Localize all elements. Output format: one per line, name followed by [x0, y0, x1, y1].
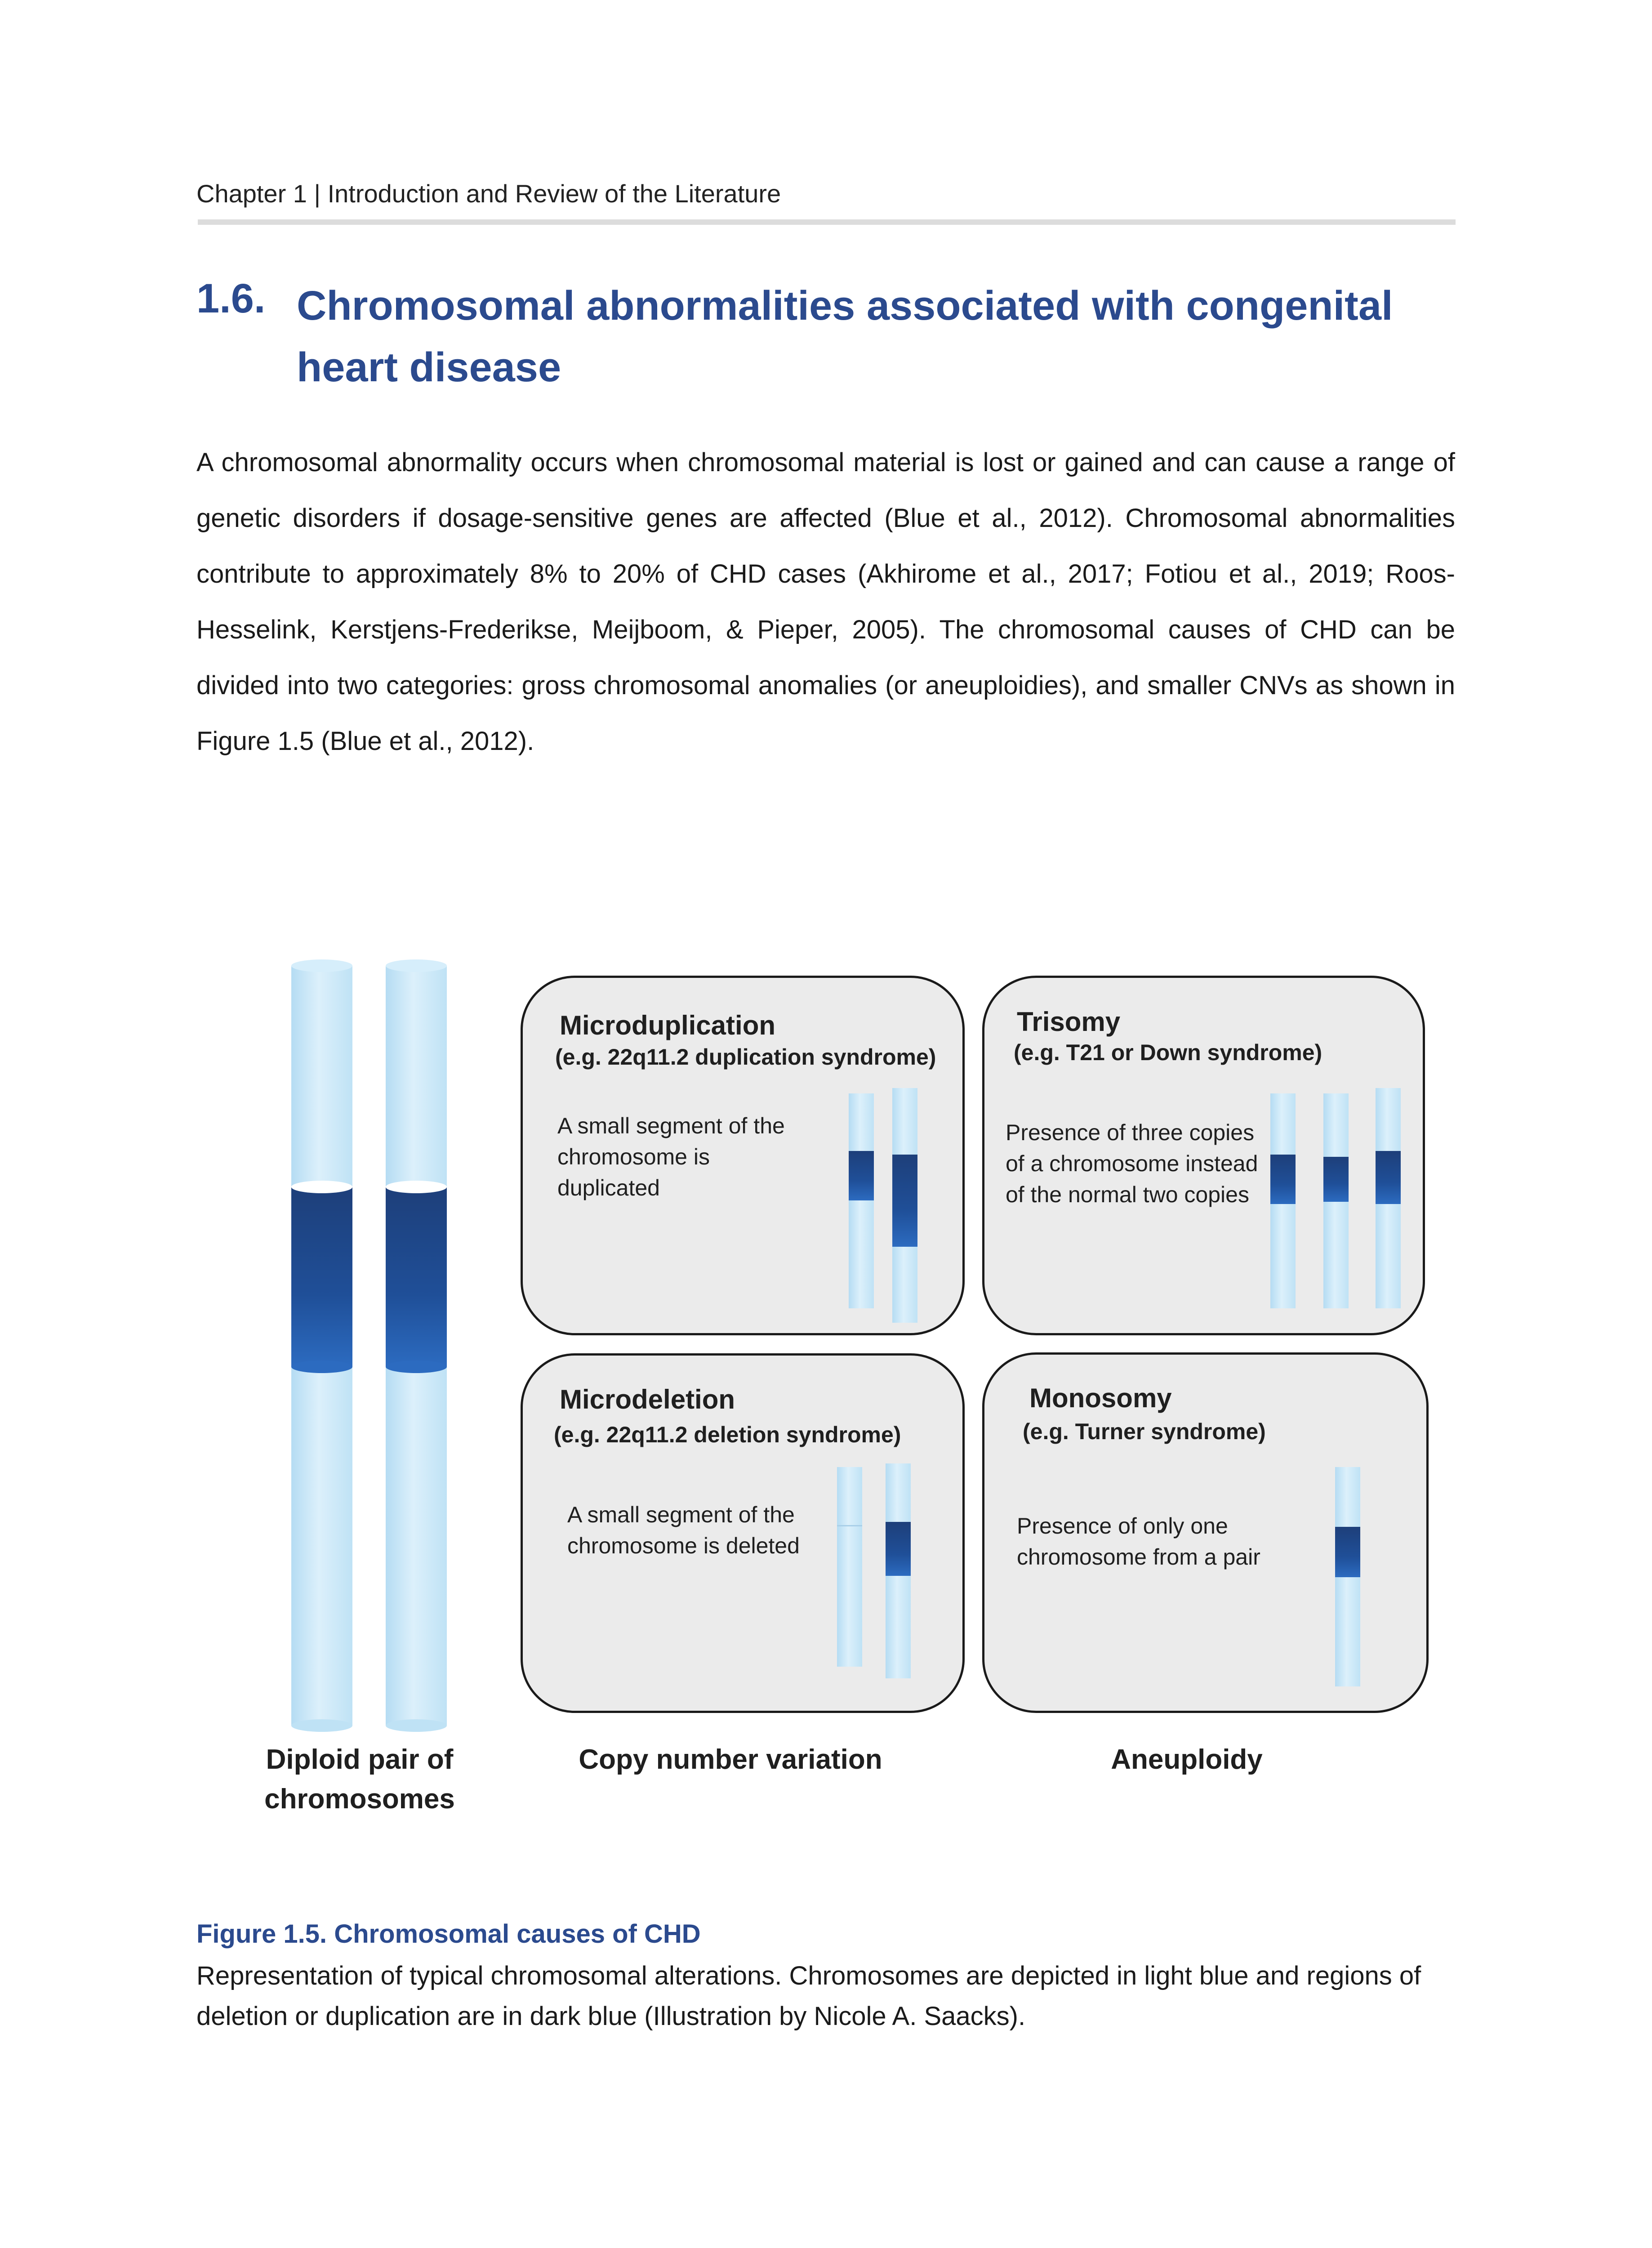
monosomy-description: Presence of only one chromosome from a pair — [1017, 1513, 1260, 1570]
microduplication-example: (e.g. 22q11.2 duplication syndrome) — [555, 1044, 936, 1070]
running-head: Chapter 1 | Introduction and Review of the Literature — [196, 179, 781, 208]
header-rule — [198, 219, 1456, 225]
trisomy-example: (e.g. T21 or Down syndrome) — [1014, 1040, 1322, 1065]
overlay-microdeletion-chromosomes — [837, 1463, 911, 1678]
label-aneuploidy: Aneuploidy — [1111, 1744, 1263, 1775]
figure-caption-text: Representation of typical chromosomal alterations. Chromosomes are depicted in light blue and regions of deletion or duplication are in dark blue (Illustration by Nicole A. Saacks). — [196, 1961, 1421, 2031]
body-paragraph: A chromosomal abnormality occurs when chromosomal material is lost or gained and can cause a range of genetic disorders if dosage-sensitive genes are affected (Blue et al., 2012). Chromosomal abnormalities contribute to approximately 8% to 20% of CHD cases (Akhirome et al., 2017; Fotiou et al., 2019; Roos-Hesselink, Kerstjens-Frederikse, Meijboom, & Pieper, 2005). The chromosomal causes of CHD can be divided into two categories: gross chromosomal anomalies (or aneuploidies), and smaller CNVs as shown in Figure 1.5 (Blue et al., 2012). — [196, 448, 1455, 756]
figure-caption-title: Figure 1.5. Chromosomal causes of CHD — [196, 1919, 701, 1949]
label-copy-number-variation: Copy number variation — [579, 1744, 882, 1775]
overlay-trisomy-chromosomes — [1270, 1088, 1401, 1308]
overlay-microduplication-chromosomes — [849, 1088, 917, 1323]
microduplication-description: A small segment of the chromosome is duplicated — [557, 1113, 785, 1200]
trisomy-title: Trisomy — [1017, 1007, 1121, 1037]
section-title: Chromosomal abnormalities associated with congenital heart disease — [297, 283, 1393, 390]
monosomy-title: Monosomy — [1029, 1383, 1172, 1413]
microdeletion-title: Microdeletion — [560, 1384, 735, 1414]
microduplication-title: Microduplication — [560, 1010, 775, 1040]
microdeletion-example: (e.g. 22q11.2 deletion syndrome) — [554, 1422, 901, 1447]
overlay-monosomy-chromosome — [1335, 1467, 1360, 1686]
section-number: 1.6. — [196, 276, 266, 321]
monosomy-example: (e.g. Turner syndrome) — [1023, 1419, 1266, 1444]
panel-chromosome-overlay — [0, 944, 1652, 1825]
trisomy-description: Presence of three copies of a chromosome instead of the normal two copies — [1006, 1120, 1258, 1207]
microdeletion-description: A small segment of the chromosome is deleted — [567, 1502, 800, 1558]
label-diploid: Diploid pair of chromosomes — [264, 1744, 455, 1815]
